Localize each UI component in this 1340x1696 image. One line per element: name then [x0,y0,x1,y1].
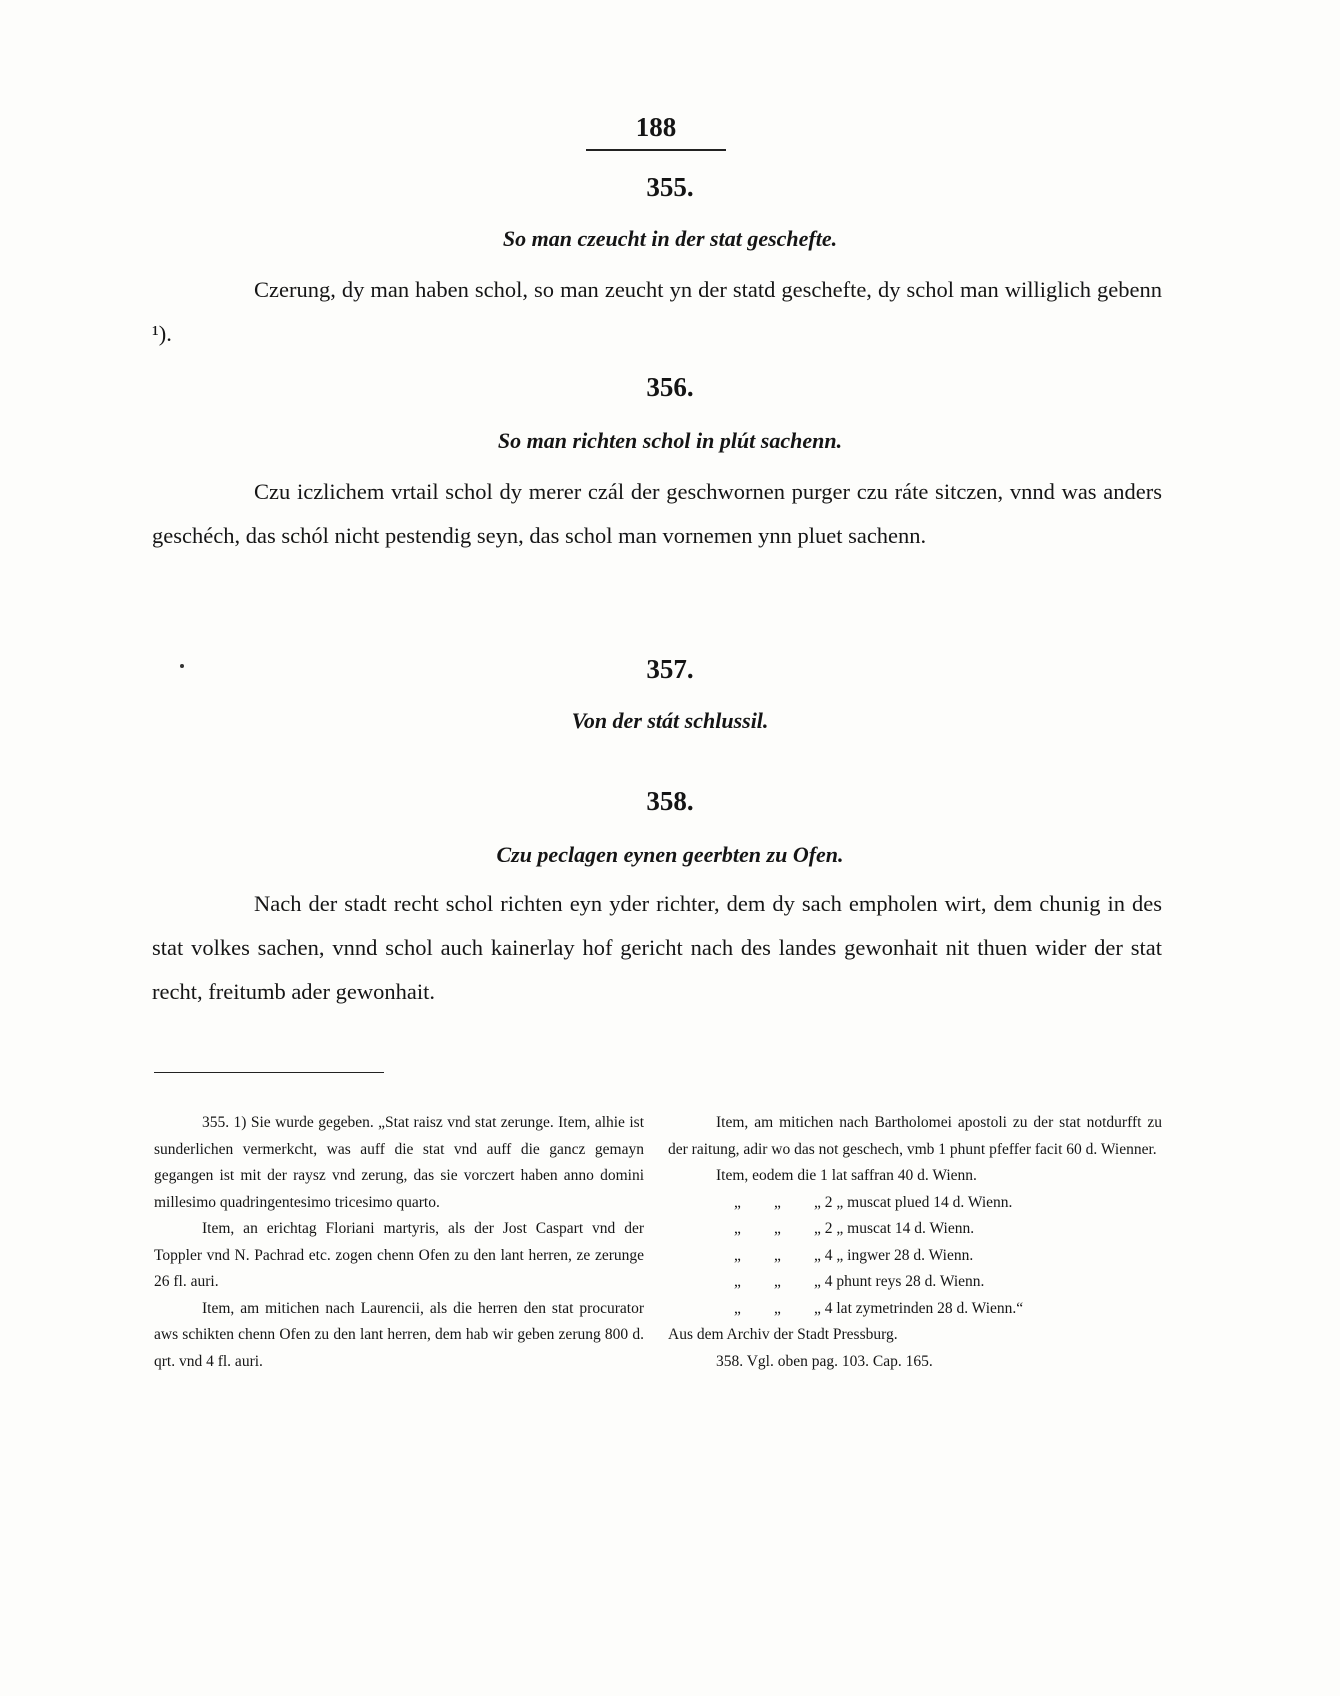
footnote-358-reference: 358. Vgl. oben pag. 103. Cap. 165. [716,1352,933,1370]
ditto-mark: „ [774,1220,781,1237]
ditto-row-text: „ 2 „ muscat 14 d. Wienn. [814,1220,975,1237]
section-358-text: Nach der stadt recht schol richten eyn yder richter, dem dy sach empholen wirt, dem chunig in des stat volkes sachen, vnnd schol auch kainerlay hof gericht nach des landes gewonhait nit thuen wider der stat recht, freitumb ader gewonhait. [152,891,1162,1004]
ditto-row [734,1190,1162,1217]
footnotes-left-column [154,1110,644,1375]
footnote-item-laurencii: Item, am mitichen nach Laurencii, als die herren den stat procurator aws schikten chenn Ofen zu den lant herren, dem hab wir geben zerung 800 d. qrt. vnd 4 fl. auri. [154,1299,644,1370]
ditto-mark: „ [774,1273,781,1290]
ditto-mark: „ [774,1299,781,1317]
section-356-title: So man richten schol in plút sachenn. [497,428,843,453]
ditto-row [734,1243,1162,1270]
ditto-row [734,1296,1162,1323]
section-358-number: 358. [646,786,694,816]
section-356-number: 356. [646,372,694,402]
ditto-mark: „ [734,1273,741,1290]
footnote-item-floriani: Item, an erichtag Floriani martyris, als der Jost Caspart vnd der Toppler vnd N. Pachrad etc. zogen chenn Ofen zu den lant herren, ze zerunge 26 fl. auri. [154,1220,644,1290]
section-355-text: Czerung, dy man haben schol, so man zeucht yn der statd geschefte, dy schol man williglich gebenn ¹). [152,277,1162,346]
footnote-item-bartholomei: Item, am mitichen nach Bartholomei apostoli zu der stat notdurfft zu der raitung, adir wo das not geschech, vmb 1 phunt pfeffer facit 60 d. Wienner. [668,1114,1162,1158]
section-357-title: Von der stát schlussil. [571,708,769,733]
footnotes-right-column [668,1110,1162,1375]
section-357-number: 357. [646,654,694,684]
ditto-mark: „ [734,1246,741,1264]
ditto-row [734,1269,1162,1296]
footnote-source: Aus dem Archiv der Stadt Pressburg. [668,1326,898,1343]
section-356-text: Czu iczlichem vrtail schol dy merer czál der geschwornen purger czu ráte sitczen, vnnd was anders geschéch, das schól nicht pestendig seyn, das schol man vornemen ynn pluet sachenn. [152,479,1162,548]
footnote-item-saffran: Item, eodem die 1 lat saffran 40 d. Wienn. [716,1167,977,1184]
ditto-row-text: „ 4 „ ingwer 28 d. Wienn. [814,1246,974,1264]
ditto-row-text: „ 4 phunt reys 28 d. Wienn. [814,1273,985,1290]
section-355-number: 355. [646,172,694,202]
ditto-row-text: „ 4 lat zymetrinden 28 d. Wienn.“ [814,1299,1024,1317]
section-355-title: So man czeucht in der stat geschefte. [502,226,838,251]
ditto-mark: „ [774,1193,781,1211]
ditto-row-text: „ 2 „ muscat plued 14 d. Wienn. [814,1193,1013,1211]
ditto-mark: „ [774,1246,781,1264]
footnote-355: 355. 1) Sie wurde gegeben. „Stat raisz vnd stat zerunge. Item, alhie ist sunderlichen vermerkcht, was auff die stat vnd auff die gancz gemayn gegangen ist mit der raysz vnd zerung, das sie vorczert haben anno domini millesimo quadringentesimo tricesimo quarto. [154,1114,644,1211]
ditto-mark: „ [734,1299,741,1317]
ditto-row [734,1216,1162,1243]
ditto-mark: „ [734,1220,741,1237]
ditto-mark: „ [734,1193,741,1211]
section-358-title: Czu peclagen eynen geerbten zu Ofen. [496,842,844,867]
page-number: 188 [586,112,726,151]
footnote-rule [154,1072,384,1073]
